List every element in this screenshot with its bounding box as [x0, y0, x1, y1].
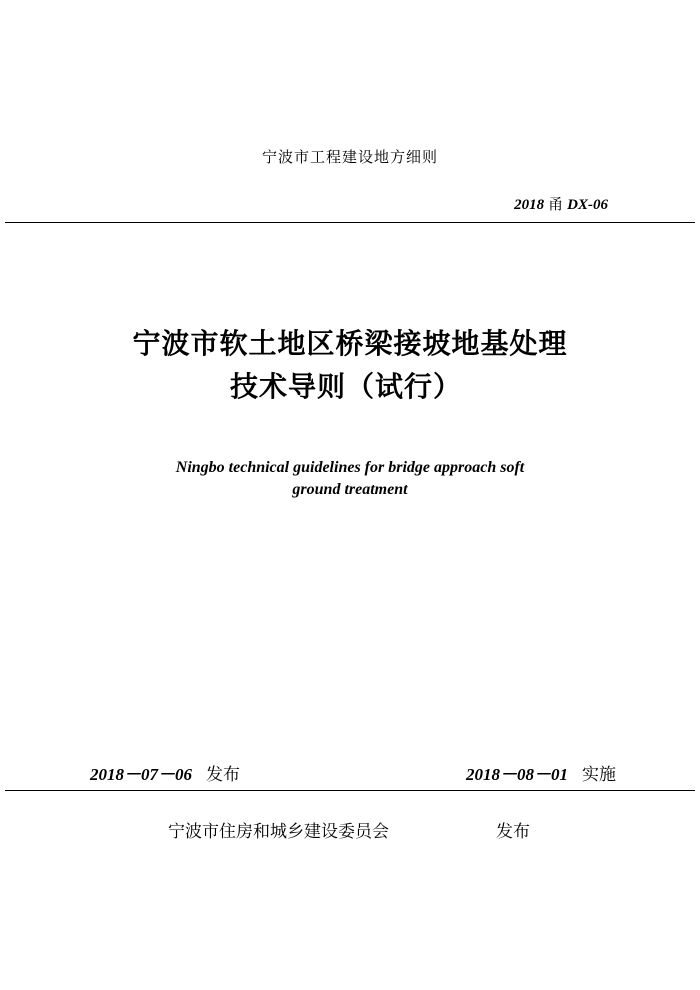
standard-code [514, 193, 608, 214]
issuing-authority: 宁波市住房和城乡建设委员会 [168, 822, 389, 842]
document-title-line-2: 技术导则（试行） [230, 370, 463, 403]
english-title-line-2: ground treatment [292, 481, 408, 498]
implement-date-block [466, 760, 616, 785]
standard-code-city: 甬 [548, 195, 564, 213]
implement-label: 实施 [582, 765, 616, 785]
publish-date-block [90, 760, 240, 785]
standard-series-title: 宁波市工程建设地方细则 [261, 148, 438, 166]
bottom-divider [5, 790, 695, 791]
publish-label: 发布 [206, 765, 240, 785]
implement-date: 2018－08－01 [466, 765, 568, 784]
standard-code-year: 2018 [514, 197, 545, 213]
standard-code-id: DX-06 [567, 197, 608, 213]
document-title-line-1: 宁波市软土地区桥梁接坡地基处理 [132, 327, 568, 360]
top-divider [5, 222, 695, 223]
issue-label: 发布 [496, 822, 530, 842]
publish-date: 2018－07－06 [90, 765, 192, 784]
english-title-line-1: Ningbo technical guidelines for bridge approach soft [175, 459, 525, 476]
